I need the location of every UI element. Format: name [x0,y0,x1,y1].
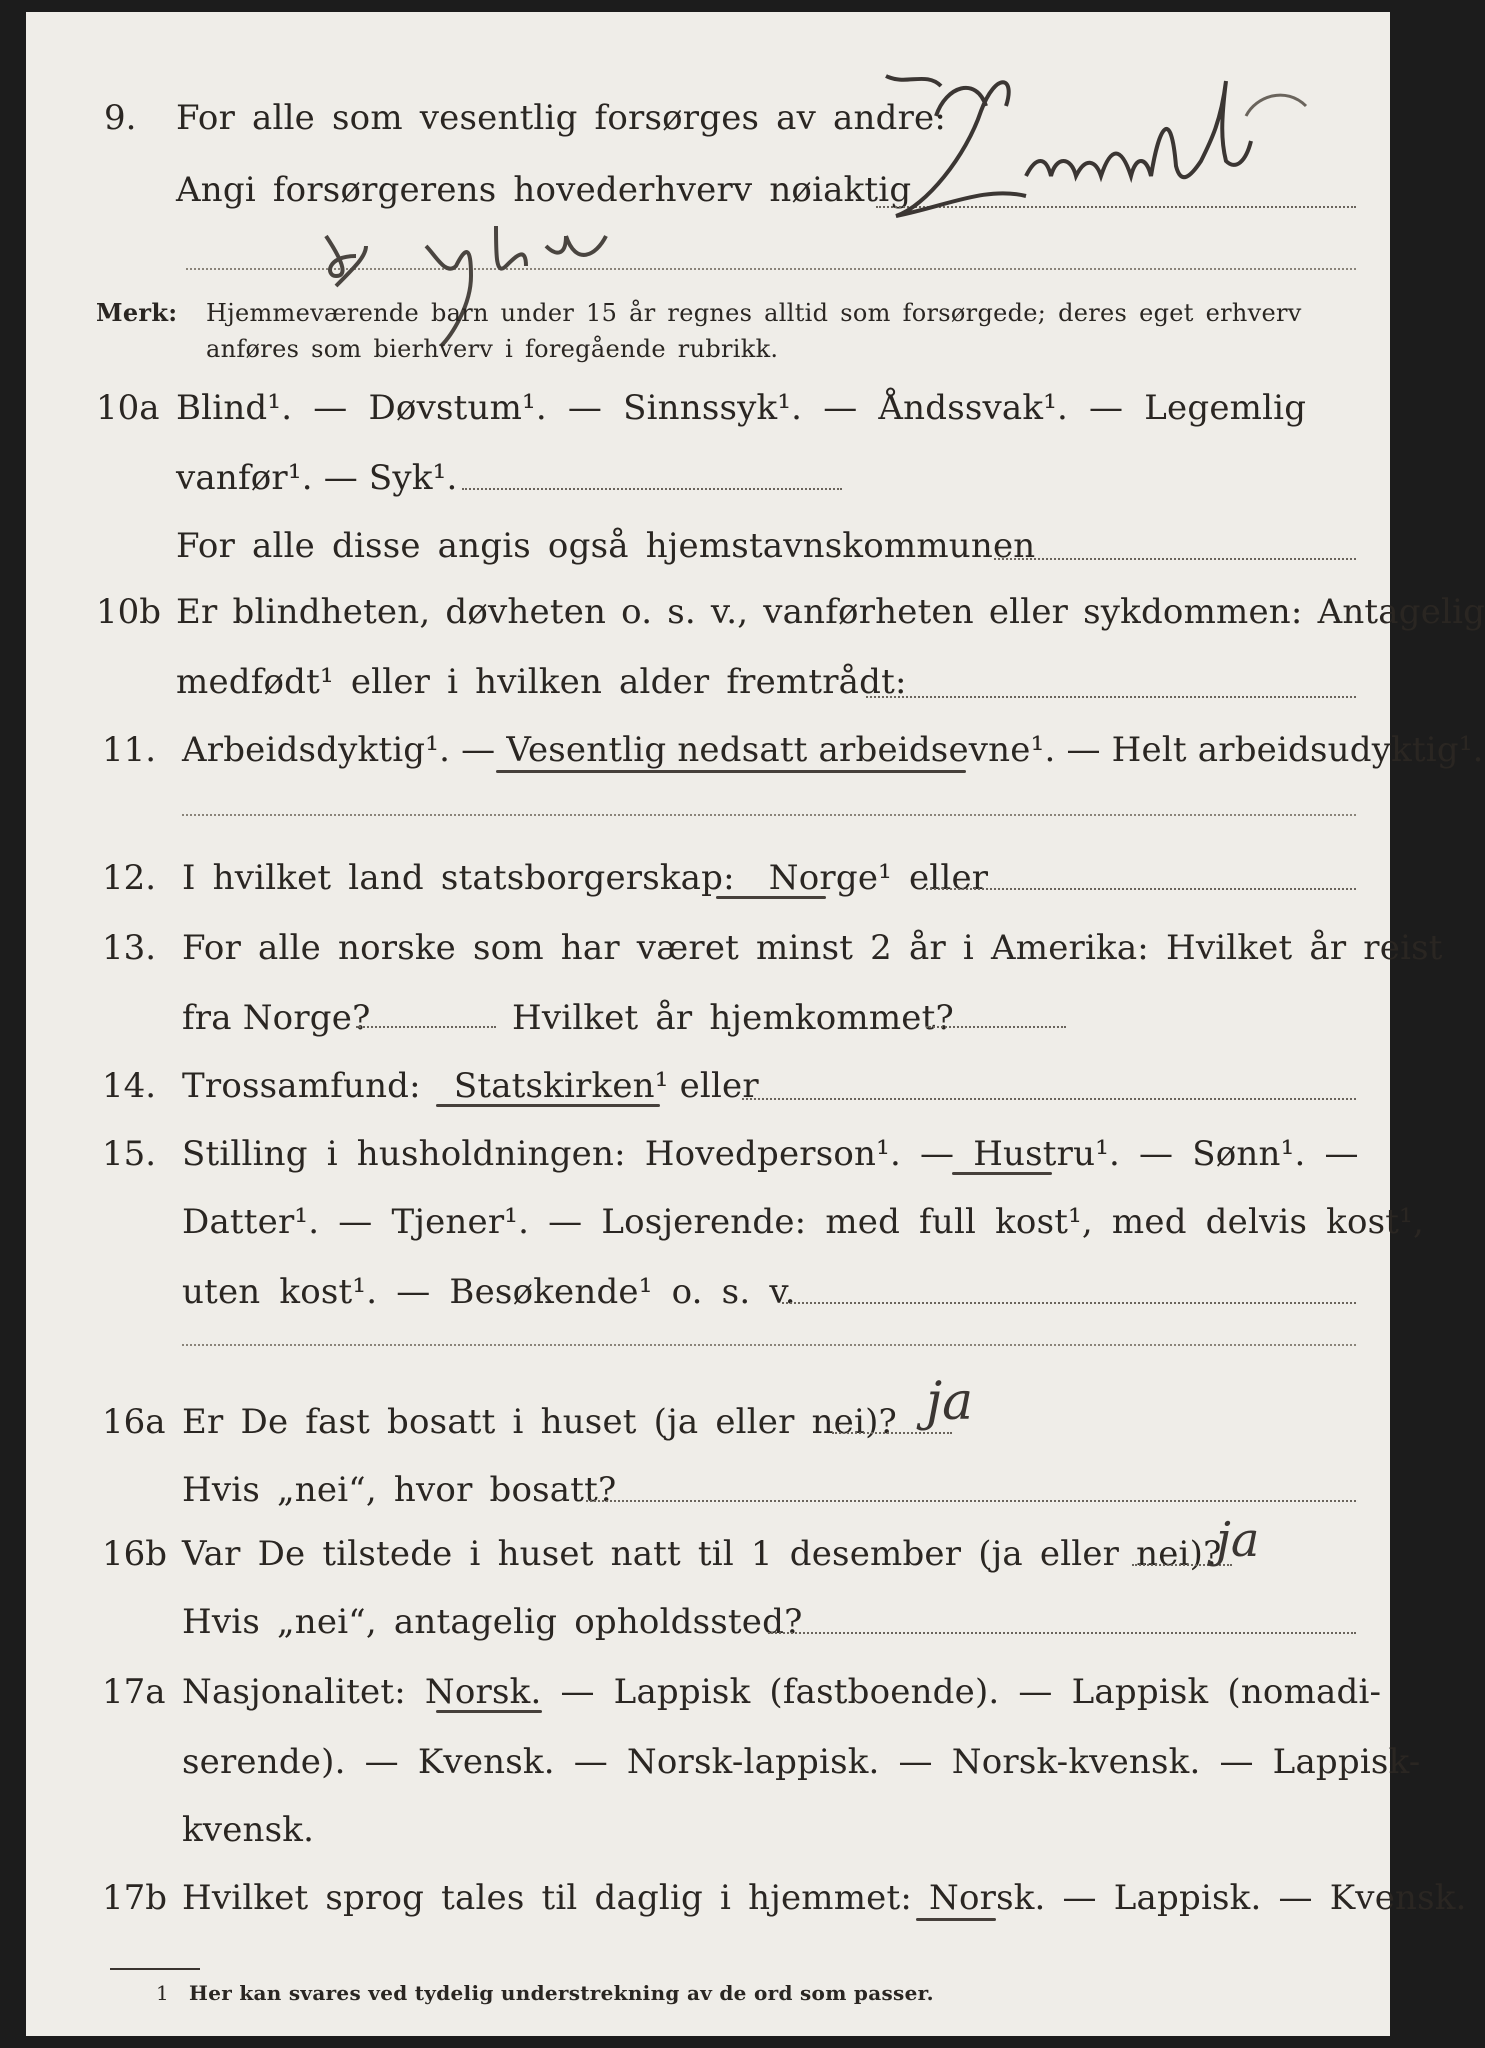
merk-line2: anføres som bierhverv i foregående rubrikk. [206,335,779,363]
q15-line3: uten kost¹. — Besøkende¹ o. s. v. [182,1272,796,1312]
q12-after: ¹ eller [878,858,989,898]
q16a-line2: Hvis „nei“, hvor bosatt? [182,1470,617,1510]
footnote-text: Her kan svares ved tydelig understrekning av de ord som passer. [189,1981,934,2005]
q15-line1-start: Stilling i husholdningen: Hovedperson¹. — [182,1134,974,1174]
q11-opt-udyktig: ¹. — Helt arbeidsudyktig¹. [1030,730,1484,770]
q10b-line1: Er blindheten, døvheten o. s. v., vanførheten eller sykdommen: Antagelig [176,592,1485,632]
q15-answer-line[interactable] [782,1302,1356,1304]
q13-line2a: fra Norge? [182,998,371,1038]
q16a-handwritten-answer: ja [926,1372,974,1432]
q14-opt-statskirken: Statskirken [453,1066,655,1106]
q9-line2: Angi forsørgerens hovederhverv nøiaktig [176,170,912,210]
q13-line1: For alle norske som har været minst 2 år i Amerika: Hvilket år reist [182,928,1443,968]
q9-number: 9. [104,98,137,138]
footnote [156,1978,934,2008]
merk-line1: Hjemmeværende barn under 15 år regnes alltid som forsørgede; deres eget erhverv [206,299,1302,327]
q13-hjemkommet-line[interactable] [926,1026,1066,1028]
q9-line1: For alle som vesentlig forsørges av andre: [176,98,947,138]
q9-handwritten-answer [866,66,1366,266]
q14-number: 14. [102,1066,157,1106]
q17a-line1-rest: . — Lappisk (fastboende). — Lappisk (nomadi- [530,1672,1382,1712]
q16b-handwritten-answer: ja [1216,1512,1260,1568]
q17b-opt-norsk: Norsk [929,1878,1035,1918]
q14-text: Trossamfund: [182,1066,421,1106]
q16b-line2: Hvis „nei“, antagelig opholdssted? [182,1602,803,1642]
q12-opt-norge: Norge [768,858,879,898]
q17b-line [182,1878,1467,1918]
q12-text: I hvilket land statsborgerskap: [182,858,735,898]
q11-answer-line[interactable] [182,814,1356,816]
q14-underline-mark [436,1104,660,1107]
q11-options [182,730,1484,770]
q12-line [182,858,988,898]
q15-opt-hustru: Hustru [973,1134,1096,1174]
q12-answer-line[interactable] [926,888,1356,890]
q15-line1-end: ¹. — Sønn¹. — [1095,1134,1359,1174]
q17a-opt-norsk: Norsk [424,1672,531,1712]
q14-after: ¹ eller [654,1066,759,1106]
q16a-answer-line[interactable] [832,1432,952,1434]
footnote-separator [110,1968,200,1970]
q16a-bosatt-line[interactable] [586,1500,1356,1502]
q17a-underline-mark [436,1710,542,1713]
q11-underline-mark [496,770,966,773]
q17a-line1 [182,1672,1381,1712]
q14-answer-line[interactable] [742,1098,1356,1100]
q17a-number: 17a [102,1672,166,1712]
census-form-page [26,12,1485,2036]
q11-number: 11. [102,730,157,770]
q15-number: 15. [102,1134,157,1174]
q15-underline-mark [952,1172,1052,1175]
q10b-answer-line[interactable] [866,696,1356,698]
q16b-opholdssted-line[interactable] [768,1632,1356,1634]
q15-line1 [182,1134,1359,1174]
q10a-number: 10a [96,388,160,428]
q11-opt-arbeidsdyktig: Arbeidsdyktig¹. — [182,730,507,770]
q10b-line2: medfødt¹ eller i hvilken alder fremtrådt: [176,662,907,702]
q10a-syk-line[interactable] [462,488,842,490]
q16b-number: 16b [102,1534,168,1574]
q17b-text: Hvilket sprog tales til daglig i hjemmet: [182,1878,930,1918]
q17b-underline-mark [916,1918,996,1921]
q10a-line3: For alle disse angis også hjemstavnskommunen [176,526,1036,566]
q12-number: 12. [102,858,157,898]
q13-number: 13. [102,928,157,968]
q12-underline-mark [716,896,826,899]
q17a-line2: serende). — Kvensk. — Norsk-lappisk. — Norsk-kvensk. — Lappisk- [182,1742,1421,1782]
q17b-number: 17b [102,1878,168,1918]
footnote-mark: 1 [156,1981,170,2005]
q17a-line3: kvensk. [182,1810,315,1850]
q16a-number: 16a [102,1402,166,1442]
q11-opt-nedsatt: Vesentlig nedsatt arbeidsevne [506,730,1031,770]
q16a-line1: Er De fast bosatt i huset (ja eller nei)? [182,1402,897,1442]
q15-extra-line[interactable] [182,1344,1356,1346]
q10b-number: 10b [96,592,162,632]
q10a-line1: Blind¹. — Døvstum¹. — Sinnssyk¹. — Åndssvak¹. — Legemlig [176,388,1307,428]
q15-line2: Datter¹. — Tjener¹. — Losjerende: med full kost¹, med delvis kost¹, [182,1202,1424,1242]
q14-line [182,1066,759,1106]
q10a-line2: vanfør¹. — Syk¹. [176,458,458,498]
q17b-rest: . — Lappisk. — Kvensk. [1034,1878,1467,1918]
q10a-hjemstavn-line[interactable] [994,558,1356,560]
q16b-line1: Var De tilstede i huset natt til 1 desember (ja eller nei)? [182,1534,1222,1574]
q17a-label: Nasjonalitet: [182,1672,425,1712]
merk-label: Merk: [96,298,178,327]
q13-reist-line[interactable] [356,1026,496,1028]
q13-line2b: Hvilket år hjemkommet? [512,998,954,1038]
